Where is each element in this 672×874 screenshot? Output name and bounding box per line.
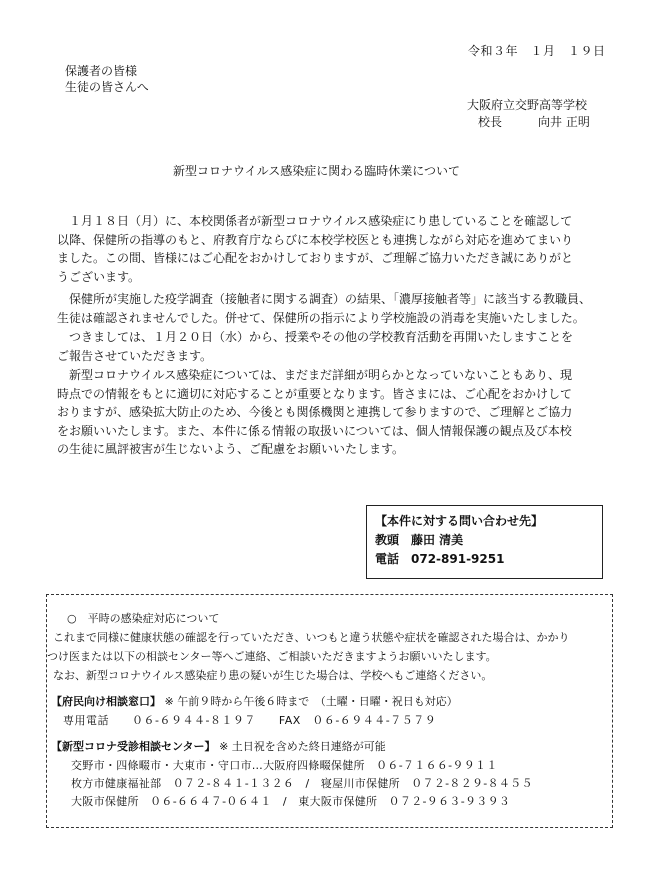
body-line: おりますが、感染拡大防止のため、今後とも関係機関と連携して参りますので、ご理解とご協力 bbox=[57, 405, 573, 419]
prefecture-consultation-hours: ※ 午前９時から午後６時まで （土曜・日曜・祝日も対応） bbox=[164, 695, 458, 708]
prefecture-consultation-heading: 【府民向け相談窓口】 bbox=[51, 695, 161, 708]
recipient-parents: 保護者の皆様 bbox=[65, 64, 138, 78]
notice-line: なお、新型コロナウイルス感染症り患の疑いが生じた場合は、学校へもご連絡ください。 bbox=[53, 669, 493, 682]
contact-heading: 【本件に対する問い合わせ先】 bbox=[375, 514, 544, 528]
center-contact-line: 交野市・四條畷市・大東市・守口市…大阪府四條畷保健所 ０６-７１６６-９９１１ bbox=[71, 759, 498, 772]
infection-response-notice bbox=[46, 594, 613, 828]
body-paragraph-3 bbox=[57, 328, 617, 365]
principal-name: 校長 向井 正明 bbox=[478, 115, 590, 129]
contact-box bbox=[366, 505, 603, 579]
body-line: 新型コロナウイルス感染症については、まだまだ詳細が明らかとなっていないこともあり、現 bbox=[57, 368, 573, 382]
consultation-center-heading: 【新型コロナ受診相談センター】 bbox=[51, 740, 216, 753]
body-line: つきましては、１月２０日（水）から、授業やその他の学校教育活動を再開いたしますことを bbox=[57, 330, 574, 344]
document-title: 新型コロナウイルス感染症に関わる臨時休業について bbox=[173, 164, 461, 178]
body-line: ました。この間、皆様にはご心配をおかけしておりますが、ご理解ご協力いただき誠にありがと bbox=[57, 251, 574, 265]
body-line: 保健所が実施した疫学調査（接触者に関する調査）の結果、｢濃厚接触者等」に該当する教職員、 bbox=[57, 292, 592, 306]
body-line: 時点での情報をもとに適切に対応することが重要となります。皆さまには、ご心配をおかけして bbox=[57, 386, 573, 401]
prefecture-consultation-row bbox=[51, 693, 458, 709]
notice-heading: ○ 平時の感染症対応について bbox=[67, 612, 220, 625]
center-contact-line: 大阪市保健所 ０６-６６４７-０６４１ / 東大阪市保健所 ０７２-９６３-９３９３ bbox=[71, 795, 511, 808]
issue-date: 令和３年 １月 １９日 bbox=[468, 44, 606, 58]
body-paragraph-4 bbox=[57, 366, 617, 459]
body-line: うございます。 bbox=[57, 269, 141, 284]
contact-person: 教頭 藤田 清美 bbox=[375, 533, 464, 547]
contact-phone: 電話 072-891-9251 bbox=[375, 552, 505, 566]
notice-line: つけ医または以下の相談センター等へご連絡、ご相談いただきますようお願いいたします。 bbox=[47, 650, 497, 663]
body-line: 生徒は確認されませんでした。併せて、保健所の指示により学校施設の消毒を実施いたしました。 bbox=[57, 310, 585, 325]
body-line: 以降、保健所の指導のもと、府教育庁ならびに本校学校医とも連携しながら対応を進めてまいり bbox=[57, 232, 574, 247]
prefecture-phone-numbers: 専用電話 ０６-６９４４-８１９７ FAX ０６-６９４４-７５７９ bbox=[63, 714, 437, 727]
school-name: 大阪府立交野高等学校 bbox=[467, 98, 588, 112]
body-line: の生徒に風評被害が生じないよう、ご配慮をお願いいたします。 bbox=[57, 442, 405, 456]
body-line: ご報告させていただきます。 bbox=[57, 348, 213, 363]
body-paragraph-2 bbox=[57, 290, 617, 327]
body-line: をお願いいたします。また、本件に係る情報の取扱いについては、個人情報保護の観点及び本校 bbox=[57, 423, 572, 438]
body-paragraph-1 bbox=[57, 212, 617, 286]
consultation-center-row bbox=[51, 738, 386, 754]
consultation-center-note: ※ 土日祝を含めた終日連絡が可能 bbox=[219, 740, 386, 753]
body-line: １月１８日（月）に、本校関係者が新型コロナウイルス感染症にり患していることを確認して bbox=[57, 214, 573, 228]
recipient-students: 生徒の皆さんへ bbox=[65, 80, 149, 94]
center-contact-line: 枚方市健康福祉部 ０７２-８４１-１３２６ / 寝屋川市保健所 ０７２-８２９-８４５５ bbox=[71, 777, 533, 790]
notice-line: これまで同様に健康状態の確認を行っていただき、いつもと違う状態や症状を確認された場合は、かかり bbox=[53, 631, 570, 644]
